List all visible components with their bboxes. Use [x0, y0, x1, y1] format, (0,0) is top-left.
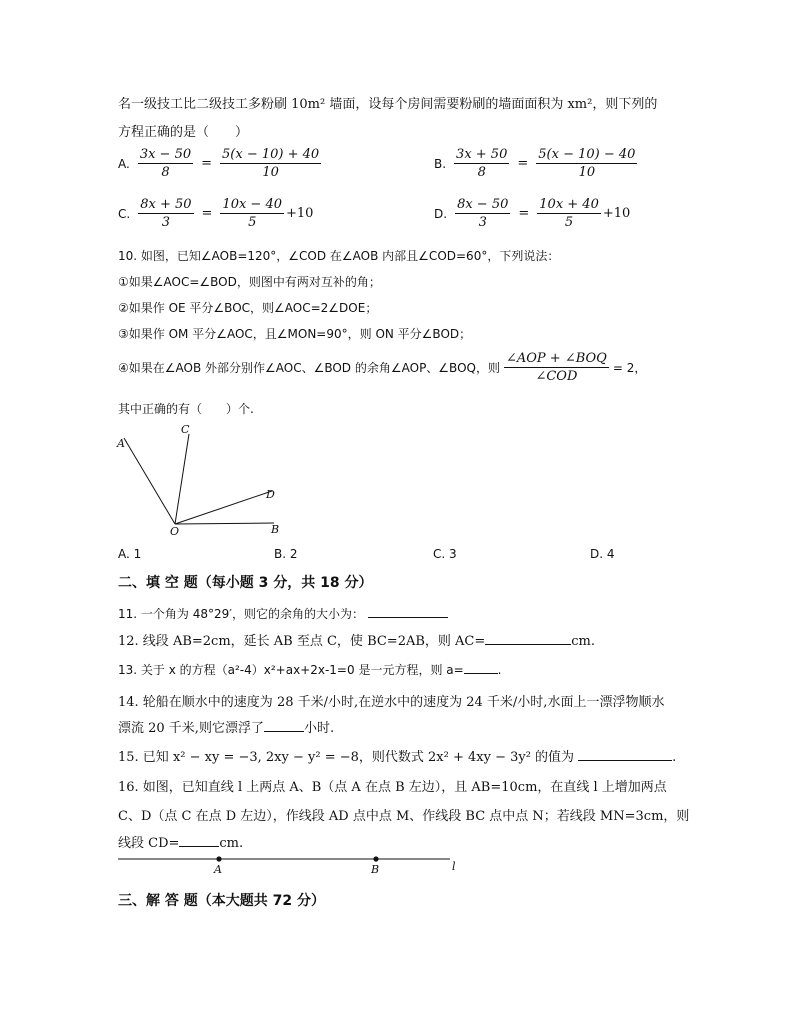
q9-option-c[interactable]: [118, 197, 313, 230]
q9-stem-line2: 方程正确的是（ ）: [118, 125, 249, 140]
q10-option-a[interactable]: A. 1: [118, 547, 142, 561]
equals-sign: =: [201, 206, 213, 221]
option-label: A.: [118, 156, 130, 171]
option-tail: +10: [602, 206, 631, 221]
q9-option-d[interactable]: [434, 197, 630, 230]
q15-text: 15. 已知 x² − xy = −3, 2xy − y² = −8，则代数式 2x² + 4xy − 3y² 的值为: [118, 750, 575, 765]
q16-unit: cm.: [219, 836, 244, 851]
q14-unit: 小时.: [303, 721, 335, 736]
fraction-right: $\frac{5(x - 10) - 40}{10}$: [538, 147, 636, 180]
label-c: C: [181, 423, 190, 436]
option-tail: +10: [286, 206, 314, 221]
q10-question: 其中正确的有（ ）个.: [118, 402, 254, 416]
q11-text: 11. 一个角为 48°29′，则它的余角的大小为：: [118, 607, 364, 621]
q11-answer-blank[interactable]: [368, 604, 448, 618]
q16-text: 线段 CD=: [118, 836, 180, 851]
q10-option-b[interactable]: B. 2: [274, 547, 298, 561]
equals-sign: =: [201, 156, 213, 171]
label-b: B: [271, 523, 280, 536]
q10-statement-4: [118, 351, 646, 384]
q13-answer-blank[interactable]: [464, 660, 498, 674]
q10-statement-2: ②如果作 OE 平分∠BOC，则∠AOC=2∠DOE；: [118, 301, 378, 315]
fraction-right: $\frac{10x - 40}{5}$: [222, 197, 282, 230]
q9-option-a[interactable]: [118, 147, 321, 180]
label-a: A: [117, 437, 125, 450]
statement-4-fraction: $\frac{\text{∠AOP + ∠BOQ}}{\text{∠COD}}$: [505, 351, 607, 384]
label-l: l: [452, 860, 456, 873]
ray-ob: [175, 523, 274, 524]
option-label: D.: [434, 206, 448, 221]
section-2-heading: 二、填 空 题（每小题 3 分，共 18 分）: [118, 575, 373, 591]
point-a: [216, 856, 221, 861]
q12-answer-blank[interactable]: [485, 631, 571, 645]
q12-text: 12. 线段 AB=2cm，延长 AB 至点 C，使 BC=2AB，则 AC=: [118, 634, 486, 649]
q10-statement-3: ③如果作 OM 平分∠AOC，且∠MON=90°，则 ON 平分∠BOD；: [118, 327, 472, 341]
ray-oc: [175, 434, 189, 524]
angle-figure: [112, 420, 292, 542]
fraction-right: $\frac{5(x - 10) + 40}{10}$: [222, 147, 320, 180]
q9-stem-line1: 名一级技工比二级技工多粉刷 10m² 墙面，设每个房间需要粉刷的墙面面积为 xm²，则下列的: [118, 97, 658, 112]
q14-text: 漂流 20 千米,则它漂浮了: [118, 721, 264, 736]
q13-end: .: [497, 663, 502, 677]
equals-sign: =: [518, 206, 530, 221]
ray-oa: [124, 438, 175, 524]
q14-line1: 14. 轮船在顺水中的速度为 28 千米/小时,在逆水中的速度为 24 千米/小时,水面上一漂浮物顺水: [118, 695, 665, 710]
q16-line2: C、D（点 C 在点 D 左边），作线段 AD 点中点 M、作线段 BC 点中点 N；若线段 MN=3cm，则: [118, 809, 690, 824]
equals-sign: =: [517, 156, 529, 171]
q10-option-d[interactable]: D. 4: [590, 547, 615, 561]
fraction-left: $\frac{3x - 50}{8}$: [139, 147, 192, 180]
ray-od: [175, 491, 272, 524]
statement-4-text: ④如果在∠AOB 外部分别作∠AOC、∠BOD 的余角∠AOP、∠BOQ，则: [118, 361, 500, 375]
label-o: O: [170, 525, 180, 538]
fraction-left: $\frac{3x + 50}{8}$: [456, 147, 508, 180]
q13-text: 13. 关于 x 的方程（a²-4）x²+ax+2x-1=0 是一元方程，则 a=: [118, 663, 464, 677]
fraction-right: $\frac{10x + 40}{5}$: [539, 197, 599, 230]
q10-option-c[interactable]: C. 3: [433, 547, 457, 561]
line-l-figure: [112, 852, 472, 872]
q16-line1: 16. 如图，已知直线 l 上两点 A、B（点 A 在点 B 左边），且 AB=10cm，在直线 l 上增加两点: [118, 780, 667, 795]
fraction-left: $\frac{8x + 50}{3}$: [140, 197, 192, 230]
q11: [118, 604, 448, 622]
q16-answer-blank[interactable]: [179, 833, 219, 847]
section-3-heading: 三、解 答 题（本大题共 72 分）: [118, 893, 325, 909]
label-a: A: [214, 863, 222, 876]
q16-line3: [118, 832, 243, 851]
q9-option-b[interactable]: [434, 147, 637, 180]
q12: [118, 630, 595, 649]
point-b: [373, 856, 378, 861]
q15-answer-blank[interactable]: [578, 747, 672, 761]
q15-end: .: [672, 750, 677, 765]
q14-line2: [118, 717, 334, 736]
label-b: B: [371, 863, 380, 876]
q12-unit: cm.: [571, 634, 596, 649]
label-d: D: [266, 488, 275, 501]
q15: [118, 746, 676, 765]
option-label: C.: [118, 206, 131, 221]
q13: [118, 660, 502, 678]
fraction-left: $\frac{8x - 50}{3}$: [457, 197, 509, 230]
option-label: B.: [434, 156, 447, 171]
statement-4-tail: = 2，: [612, 361, 647, 375]
q10-statement-1: ①如果∠AOC=∠BOD，则图中有两对互补的角；: [118, 275, 381, 289]
q14-answer-blank[interactable]: [264, 718, 304, 732]
q10-stem: 10. 如图，已知∠AOB=120°，∠COD 在∠AOB 内部且∠COD=60°，下列说法：: [118, 249, 560, 263]
